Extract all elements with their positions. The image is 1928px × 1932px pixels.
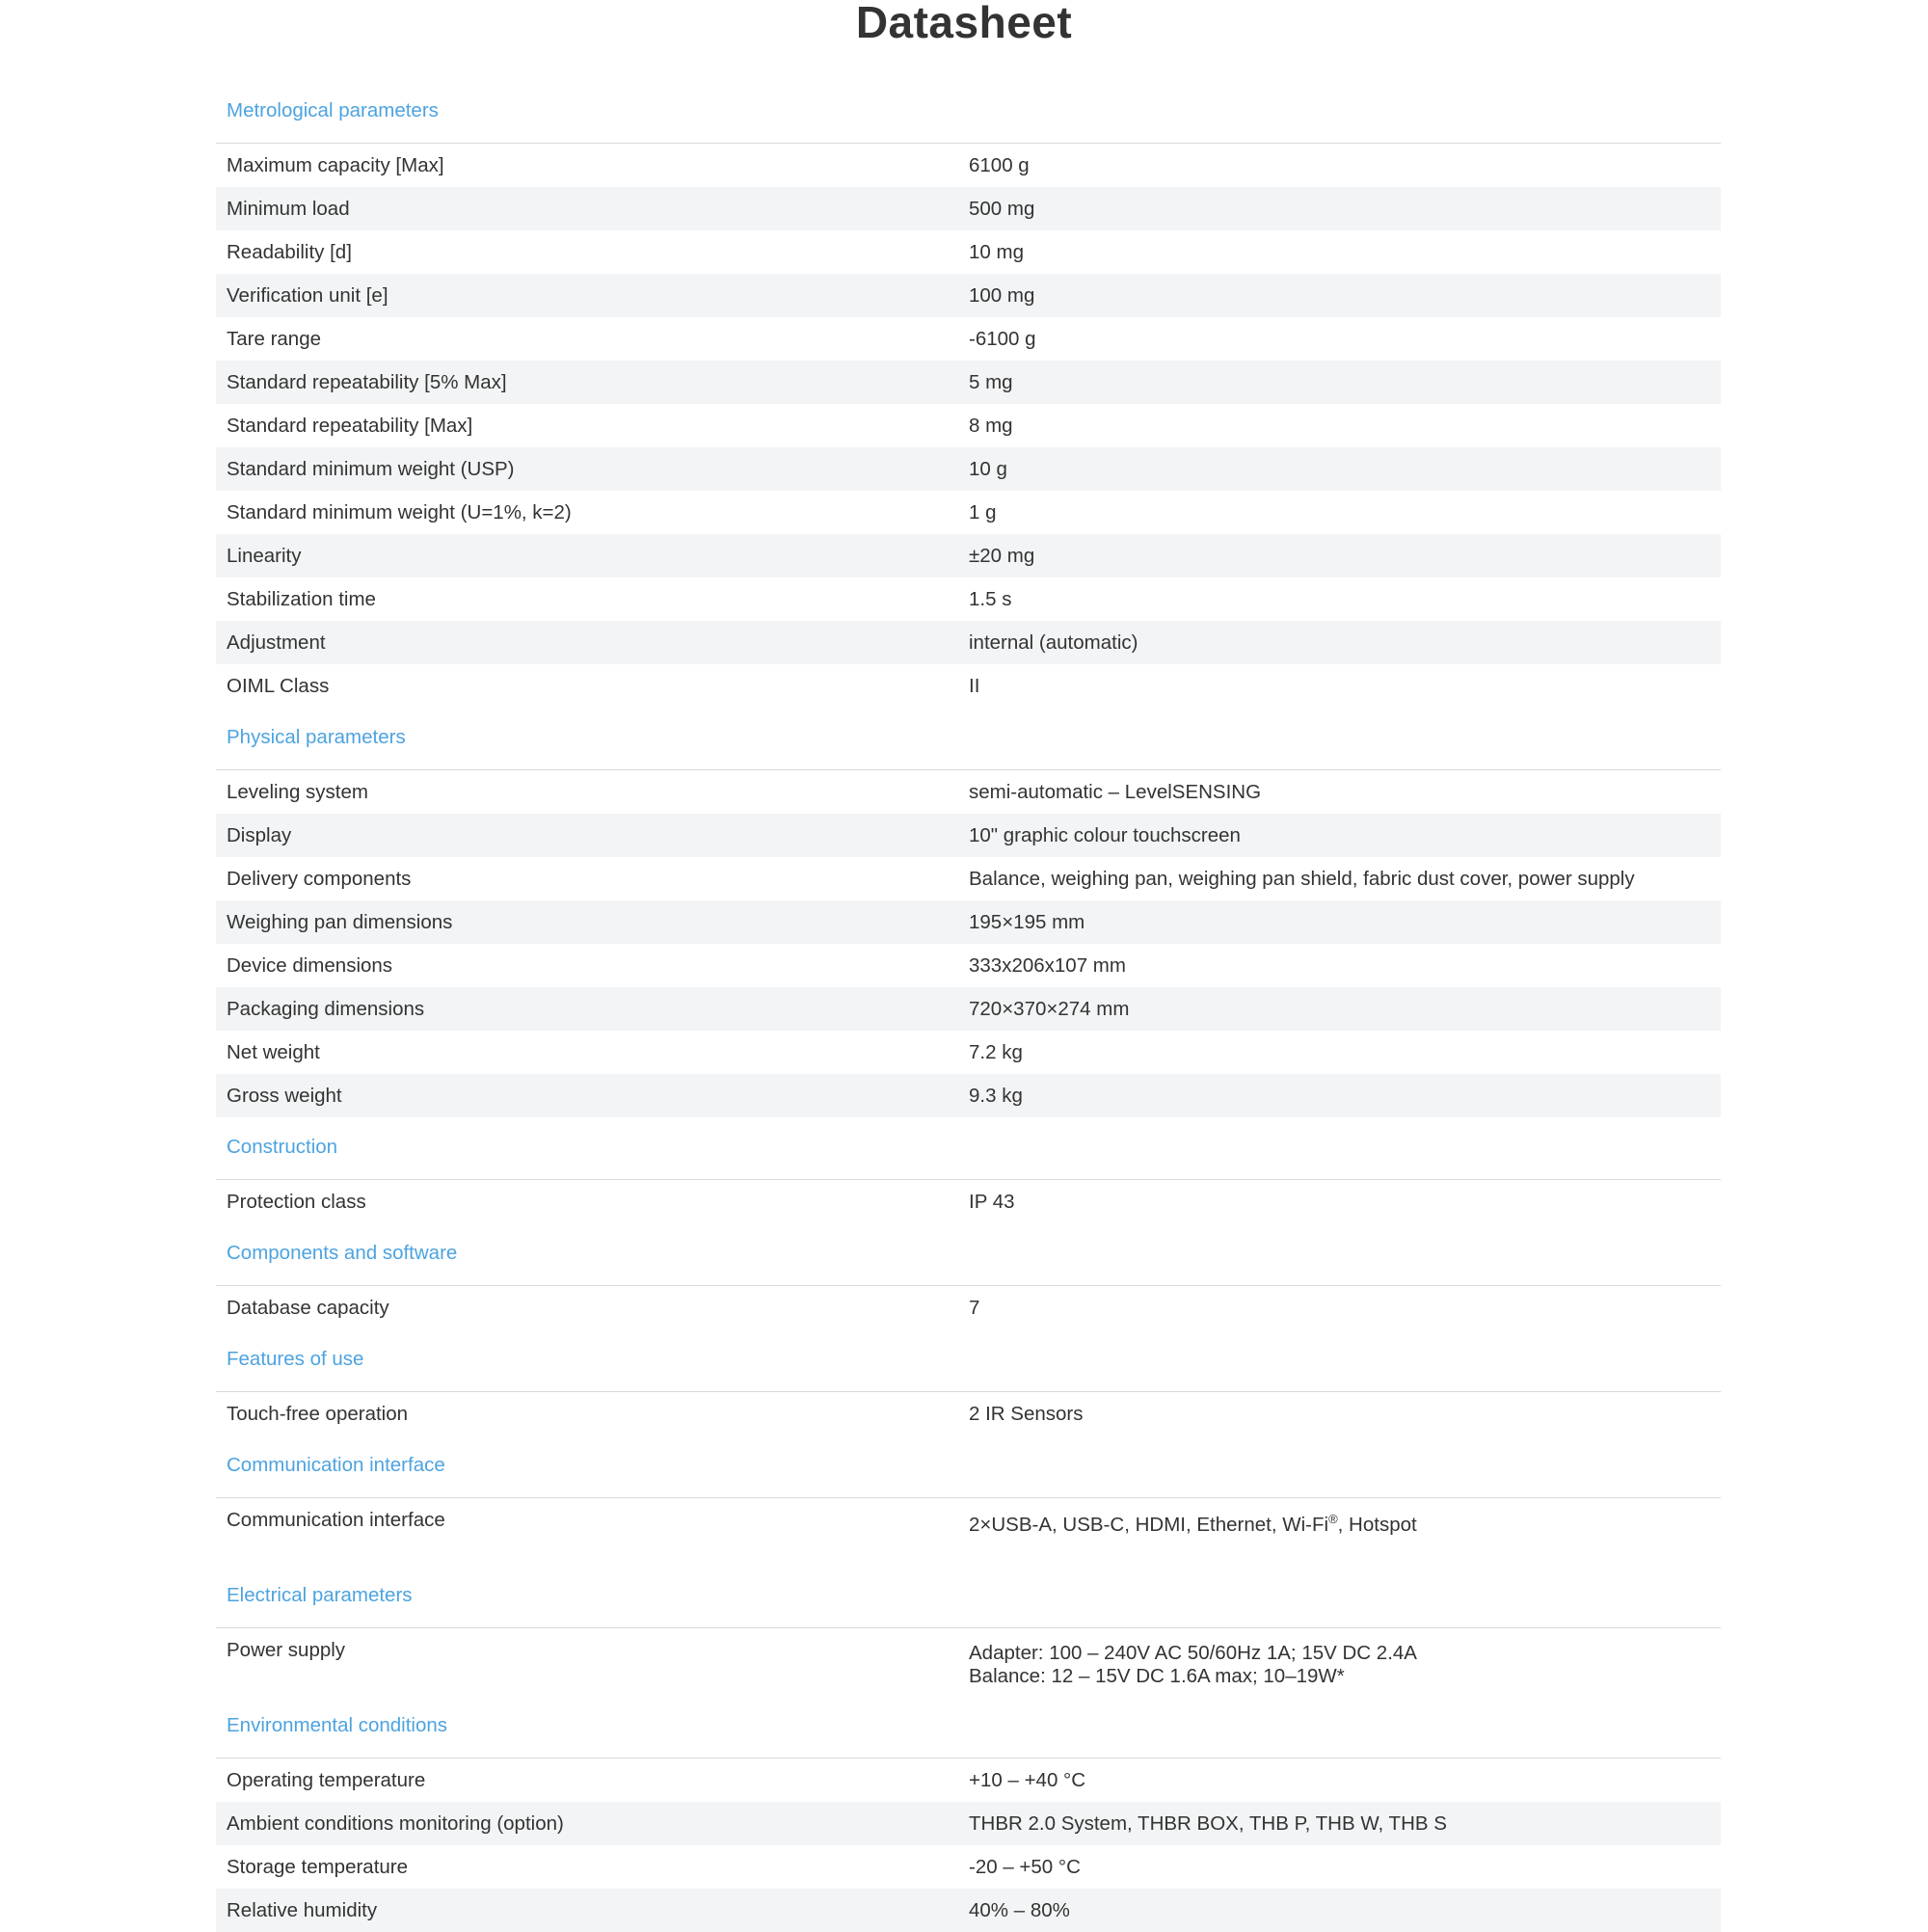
parameter-label: Touch-free operation: [227, 1403, 409, 1425]
parameter-label: Standard repeatability [5% Max]: [227, 371, 507, 393]
section: [216, 87, 1721, 708]
parameter-label: Leveling system: [227, 781, 368, 803]
section: [216, 1123, 1721, 1223]
parameter-value: 195×195 mm: [969, 911, 1085, 933]
table-row: [216, 814, 1721, 857]
parameter-value: 6100 g: [969, 154, 1030, 176]
parameter-label: Standard minimum weight (U=1%, k=2): [227, 501, 572, 523]
parameter-label: Standard minimum weight (USP): [227, 458, 515, 480]
table-row: [216, 987, 1721, 1031]
parameter-label: Relative humidity: [227, 1899, 378, 1921]
table-row: [216, 1628, 1721, 1696]
table-row: [216, 1031, 1721, 1074]
parameter-value: 720×370×274 mm: [969, 998, 1130, 1020]
parameter-label: Display: [227, 824, 292, 846]
table-row: [216, 491, 1721, 534]
section-title: Construction: [216, 1123, 1721, 1180]
section: [216, 1441, 1721, 1566]
parameter-label: Communication interface: [227, 1509, 445, 1531]
parameter-value: 1 g: [969, 501, 997, 523]
parameter-label: Verification unit [e]: [227, 284, 388, 307]
parameter-value: 100 mg: [969, 284, 1035, 307]
parameter-label: Operating temperature: [227, 1769, 426, 1791]
table-row: [216, 534, 1721, 577]
table-row: [216, 577, 1721, 621]
table-row: [216, 144, 1721, 187]
datasheet-table: [216, 87, 1721, 1932]
parameter-value: semi-automatic – LevelSENSING: [969, 781, 1262, 803]
parameter-label: Packaging dimensions: [227, 998, 425, 1020]
parameter-value: 1.5 s: [969, 588, 1012, 610]
table-row: [216, 1074, 1721, 1117]
table-row: [216, 1758, 1721, 1802]
parameter-label: Stabilization time: [227, 588, 376, 610]
parameter-value: II: [969, 675, 980, 697]
parameter-label: Power supply: [227, 1639, 346, 1661]
section: [216, 1335, 1721, 1436]
parameter-value: 10 g: [969, 458, 1007, 480]
table-row: [216, 361, 1721, 404]
page-title: Datasheet: [855, 0, 1073, 47]
parameter-label: Database capacity: [227, 1297, 389, 1319]
parameter-value: 5 mg: [969, 371, 1013, 393]
parameter-label: Standard repeatability [Max]: [227, 415, 473, 437]
section-title: Environmental conditions: [216, 1702, 1721, 1758]
table-row: [216, 664, 1721, 708]
parameter-value: Balance, weighing pan, weighing pan shield, fabric dust cover, power supply: [969, 868, 1635, 890]
table-row: [216, 404, 1721, 447]
section-title: Features of use: [216, 1335, 1721, 1392]
parameter-value: 500 mg: [969, 198, 1035, 220]
parameter-value: ±20 mg: [969, 545, 1035, 567]
parameter-value: IP 43: [969, 1191, 1015, 1213]
registered-mark: ®: [1328, 1512, 1338, 1527]
parameter-value: -20 – +50 °C: [969, 1856, 1081, 1878]
parameter-value: +10 – +40 °C: [969, 1769, 1086, 1791]
table-row: [216, 230, 1721, 274]
parameter-value: -6100 g: [969, 328, 1036, 350]
parameter-label: Gross weight: [227, 1085, 342, 1107]
parameter-value: 7: [969, 1297, 980, 1319]
parameter-label: Weighing pan dimensions: [227, 911, 453, 933]
table-row: [216, 1498, 1721, 1566]
section-title: Physical parameters: [216, 713, 1721, 770]
parameter-label: Delivery components: [227, 868, 412, 890]
table-row: [216, 1392, 1721, 1436]
table-row: [216, 447, 1721, 491]
parameter-value: 40% – 80%: [969, 1899, 1070, 1921]
parameter-label: Protection class: [227, 1191, 366, 1213]
section-title: Components and software: [216, 1229, 1721, 1286]
parameter-label: Net weight: [227, 1041, 320, 1063]
parameter-label: Minimum load: [227, 198, 350, 220]
parameter-label: Tare range: [227, 328, 322, 350]
parameter-label: Device dimensions: [227, 954, 393, 977]
section-title: Metrological parameters: [216, 87, 1721, 144]
parameter-value: Adapter: 100 – 240V AC 50/60Hz 1A; 15V DC 2.4A Balance: 12 – 15V DC 1.6A max; 10–19W*: [969, 1642, 1417, 1687]
section: [216, 1571, 1721, 1696]
parameter-value: [969, 1498, 1721, 1566]
table-row: [216, 317, 1721, 361]
parameter-value: 10" graphic colour touchscreen: [969, 824, 1241, 846]
parameter-value: 8 mg: [969, 415, 1013, 437]
section-title: Communication interface: [216, 1441, 1721, 1498]
parameter-value-suffix: , Hotspot: [1337, 1514, 1417, 1536]
table-row: [216, 1845, 1721, 1889]
parameter-label: Adjustment: [227, 631, 326, 654]
table-row: [216, 1286, 1721, 1329]
table-row: [216, 274, 1721, 317]
parameter-label: Storage temperature: [227, 1856, 409, 1878]
table-row: [216, 1889, 1721, 1932]
parameter-value: 333x206x107 mm: [969, 954, 1126, 977]
parameter-value: 9.3 kg: [969, 1085, 1023, 1107]
parameter-label: Readability [d]: [227, 241, 352, 263]
section: [216, 713, 1721, 1117]
parameter-value: internal (automatic): [969, 631, 1138, 654]
parameter-value-text: 2×USB-A, USB-C, HDMI, Ethernet, Wi-Fi: [969, 1514, 1329, 1536]
table-row: [216, 944, 1721, 987]
parameter-label: Ambient conditions monitoring (option): [227, 1812, 564, 1835]
table-row: [216, 621, 1721, 664]
parameter-value: 10 mg: [969, 241, 1024, 263]
table-row: [216, 770, 1721, 814]
parameter-label: Maximum capacity [Max]: [227, 154, 444, 176]
section: [216, 1702, 1721, 1932]
parameter-value: THBR 2.0 System, THBR BOX, THB P, THB W, THB S: [969, 1812, 1447, 1835]
parameter-label: OIML Class: [227, 675, 330, 697]
table-row: [216, 1802, 1721, 1845]
table-row: [216, 1180, 1721, 1223]
section-title: Electrical parameters: [216, 1571, 1721, 1628]
section: [216, 1229, 1721, 1329]
table-row: [216, 857, 1721, 900]
parameter-label: Linearity: [227, 545, 302, 567]
table-row: [216, 900, 1721, 944]
parameter-value: 2 IR Sensors: [969, 1403, 1084, 1425]
table-row: [216, 187, 1721, 230]
parameter-value: 7.2 kg: [969, 1041, 1023, 1063]
